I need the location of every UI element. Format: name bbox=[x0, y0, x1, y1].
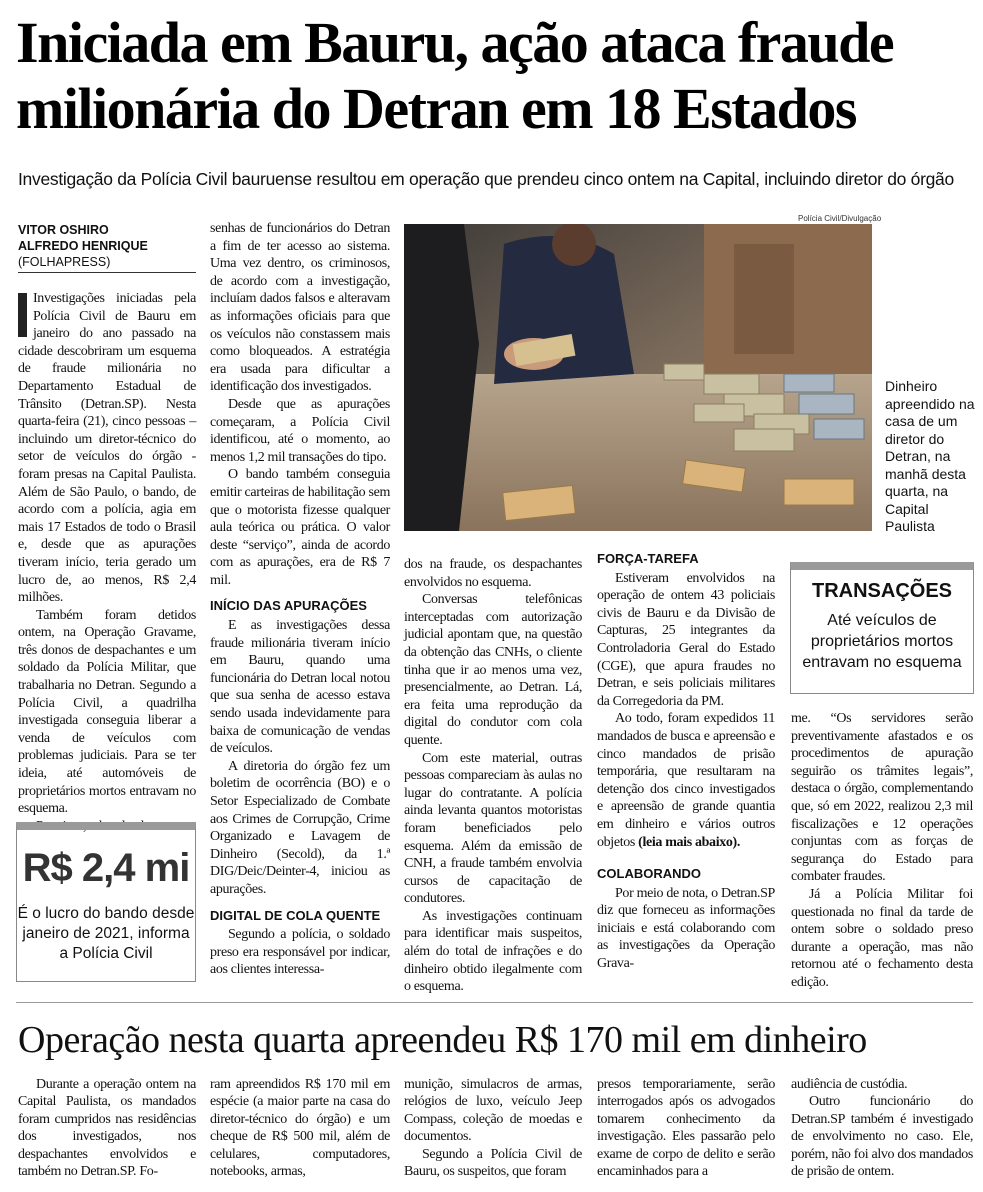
paragraph: Também foram detidos ontem, na Operação Gravame, três donos de despachantes e um soldado da Polícia Militar, que trabalharia no Detran. Segundo a Polícia Civil, a quadrilha investigada conseguia liberar a venda de veículos com problemas judiciais. Para se ter ideia, até automóveis de proprietários mortos entravam no esquema. bbox=[18, 607, 196, 817]
transacoes-title: TRANSAÇÕES bbox=[811, 580, 952, 602]
paragraph: Com este material, outras pessoas compareciam às aulas no lugar do contratante. A polícia ainda levanta quantos motoristas foram beneficiados pelo esquema. Além da emissão de CNH, a fraude também envolvia cursos de capacitação de condutores. bbox=[404, 750, 582, 907]
read-more-ref: (leia mais abaixo). bbox=[638, 834, 740, 850]
paragraph: Estiveram envolvidos na operação de ontem 43 policiais civis de Bauru e da Divisão de Capturas, 25 integrantes da Controladoria Geral do Estado (CGE), que apura fraudes no Detran, e seis policiais militares da Corregedoria da PM. bbox=[597, 570, 775, 709]
agency: (FOLHAPRESS) bbox=[18, 255, 111, 269]
bottom-column-5 bbox=[791, 1076, 973, 1180]
subheadline: Investigação da Polícia Civil bauruense resultou em operação que prendeu cinco ontem na Capital, incluindo diretor do órgão bbox=[18, 169, 954, 189]
bottom-column-4 bbox=[597, 1076, 775, 1180]
paragraph: Segundo a Polícia Civil de Bauru, os suspeitos, que foram bbox=[404, 1146, 582, 1180]
bottom-column-2 bbox=[210, 1076, 390, 1180]
headline: Iniciada em Bauru, ação ataca fraude milionária do Detran em 18 Estados bbox=[16, 10, 894, 141]
drop-cap-bar bbox=[18, 293, 27, 337]
author-2: ALFREDO HENRIQUE bbox=[18, 239, 148, 253]
paragraph: A diretoria do órgão fez um boletim de ocorrência (BO) e o Setor Especializado de Combate aos Crimes de Corrupção, Crime Organizado e Lavagem de Dinheiro (Secold), da 1.ª DIG/Deic/Deinter-4, iniciou as apurações. bbox=[210, 758, 390, 897]
transacoes-box bbox=[790, 562, 974, 694]
column-1 bbox=[18, 290, 196, 835]
paragraph: senhas de funcionários do Detran a fim de ter acesso ao sistema. Uma vez dentro, os criminosos, de acordo com a investigação, incluíam dados falsos e alteravam as informações oficiais para que os veículos não constassem mais como bloqueados. A estratégia era usada para dificultar a identificação dos investigados. bbox=[210, 221, 390, 395]
paragraph: Para isso, o bando clonava bbox=[36, 818, 176, 834]
section-subtitle: COLABORANDO bbox=[597, 866, 701, 882]
section-divider bbox=[16, 1002, 973, 1003]
paragraph: Segundo a polícia, o soldado preso era responsável por indicar, aos clientes interessa- bbox=[210, 927, 390, 978]
paragraph: me. “Os servidores serão preventivamente afastados e os procedimentos de apuração seguirão os trâmites legais”, destaca o órgão, complementando que, só em 2022, realizou 2,3 mil fiscalizações e 12 operações conjuntas com as forças de segurança do Estado para combater fraudes. bbox=[791, 711, 973, 885]
paragraph: As investigações continuam para identificar mais suspeitos, além do total de infrações e do dinheiro obtido ilegalmente com o esquema. bbox=[404, 908, 582, 995]
paragraph: presos temporariamente, serão interrogados após os advogados tomarem conhecimento da investigação. Eles passarão pelo exame de corpo de delito e serão encaminhados para a bbox=[597, 1077, 775, 1180]
column-2 bbox=[210, 220, 390, 979]
section-subtitle: INÍCIO DAS APURAÇÕES bbox=[210, 598, 367, 614]
photo-caption: Dinheiro apreendido na casa de um diretor do Detran, na manhã desta quarta, na Capital Paulista bbox=[885, 378, 975, 534]
lucro-value: R$ 2,4 mi bbox=[22, 846, 190, 890]
photo-seized-money bbox=[404, 224, 872, 531]
bottom-column-3 bbox=[404, 1076, 582, 1180]
paragraph: E as investigações dessa fraude milionária tiveram início em Bauru, quando uma funcionária do Detran local notou que sua senha de acesso estava sendo usada indevidamente para baixa de comunicação de vendas de veículos. bbox=[210, 618, 390, 757]
paragraph: Outro funcionário do Detran.SP também é investigado de envolvimento no caso. Ele, porém, não foi alvo dos mandados de prisão de ontem. bbox=[791, 1094, 973, 1180]
photo-illustration bbox=[404, 224, 872, 531]
secondary-headline: Operação nesta quarta apreendeu R$ 170 mil em dinheiro bbox=[18, 1019, 867, 1061]
column-5 bbox=[791, 710, 973, 992]
column-4 bbox=[597, 546, 775, 973]
paragraph: O bando também conseguia emitir carteiras de habilitação sem que o motorista fizesse qualquer aula teórica ou prática. O valor deste “serviço”, ainda de acordo com as apurações, era de R$ 7 mil. bbox=[210, 467, 390, 588]
paragraph: Já a Polícia Militar foi questionada no final da tarde de ontem sobre o soldado preso durante a operação, mas não retornou até o fechamento desta edição. bbox=[791, 886, 973, 990]
paragraph: dos na fraude, os despachantes envolvidos no esquema. bbox=[404, 557, 582, 590]
author-1: VITOR OSHIRO bbox=[18, 223, 109, 237]
paragraph: audiência de custódia. bbox=[791, 1077, 908, 1092]
photo-credit: Polícia Civil/Divulgação bbox=[798, 214, 882, 223]
lucro-description: É o lucro do bando desde janeiro de 2021, informa a Polícia Civil bbox=[17, 905, 195, 962]
paragraph: Conversas telefônicas interceptadas com autorização judicial apontam que, na questão da obtenção das CNHs, o cliente tinha que ir ao menos uma vez, presencialmente, ao Detran. Lá, era feita uma reprodução da digital do condutor com cola quente. bbox=[404, 592, 582, 748]
paragraph: Por meio de nota, o Detran.SP diz que forneceu as informações iniciais e está colaborando com as investigações da Operação Grava- bbox=[597, 885, 775, 972]
paragraph: munição, simulacros de armas, relógios de luxo, veículo Jeep Compass, coleção de moedas e documentos. bbox=[404, 1077, 582, 1145]
paragraph: ram apreendidos R$ 170 mil em espécie (a maior parte na casa do diretor-técnico do órgão) e um cheque de R$ 500 mil, além de celulares, computadores, notebooks, armas, bbox=[210, 1077, 390, 1180]
byline bbox=[18, 222, 196, 273]
bottom-column-1 bbox=[18, 1076, 196, 1180]
section-subtitle: DIGITAL DE COLA QUENTE bbox=[210, 907, 381, 923]
paragraph: Durante a operação ontem na Capital Paulista, os mandados foram cumpridos nas residências dos investigados, nos despachantes envolvidos e também no Detran.SP. Fo- bbox=[18, 1077, 196, 1180]
section-subtitle: FORÇA-TAREFA bbox=[597, 551, 699, 566]
column-3 bbox=[404, 556, 582, 996]
transacoes-description: Até veículos de proprietários mortos entravam no esquema bbox=[802, 612, 962, 671]
lucro-box bbox=[16, 822, 196, 982]
paragraph: Ao todo, foram expedidos 11 mandados de busca e apreensão e cinco mandados de prisão temporária, que resultaram na detenção dos cinco investigados e apreensão de grande quantia em dinheiro e vários outros objetos (leia mais abaixo). bbox=[597, 711, 775, 850]
paragraph: Investigações iniciadas pela Polícia Civil de Bauru em janeiro do ano passado na cidade descobriram um esquema de fraude milionária no Departamento Estadual de Trânsito (Detran.SP). Nesta quarta-feira (21), cinco pessoas – incluindo um diretor-técnico do setor de veículos do órgão - foram presas na Capital Paulista. Além de São Paulo, o bando, de acordo com a polícia, agia em mais 17 Estados de todo o Brasil e, desde que as apurações tiveram início, teria gerado um lucro de, ao menos, R$ 2,4 milhões. bbox=[18, 291, 196, 606]
paragraph: Desde que as apurações começaram, a Polícia Civil identificou, até o momento, ao menos 1,2 mil transações do tipo. bbox=[210, 396, 390, 465]
